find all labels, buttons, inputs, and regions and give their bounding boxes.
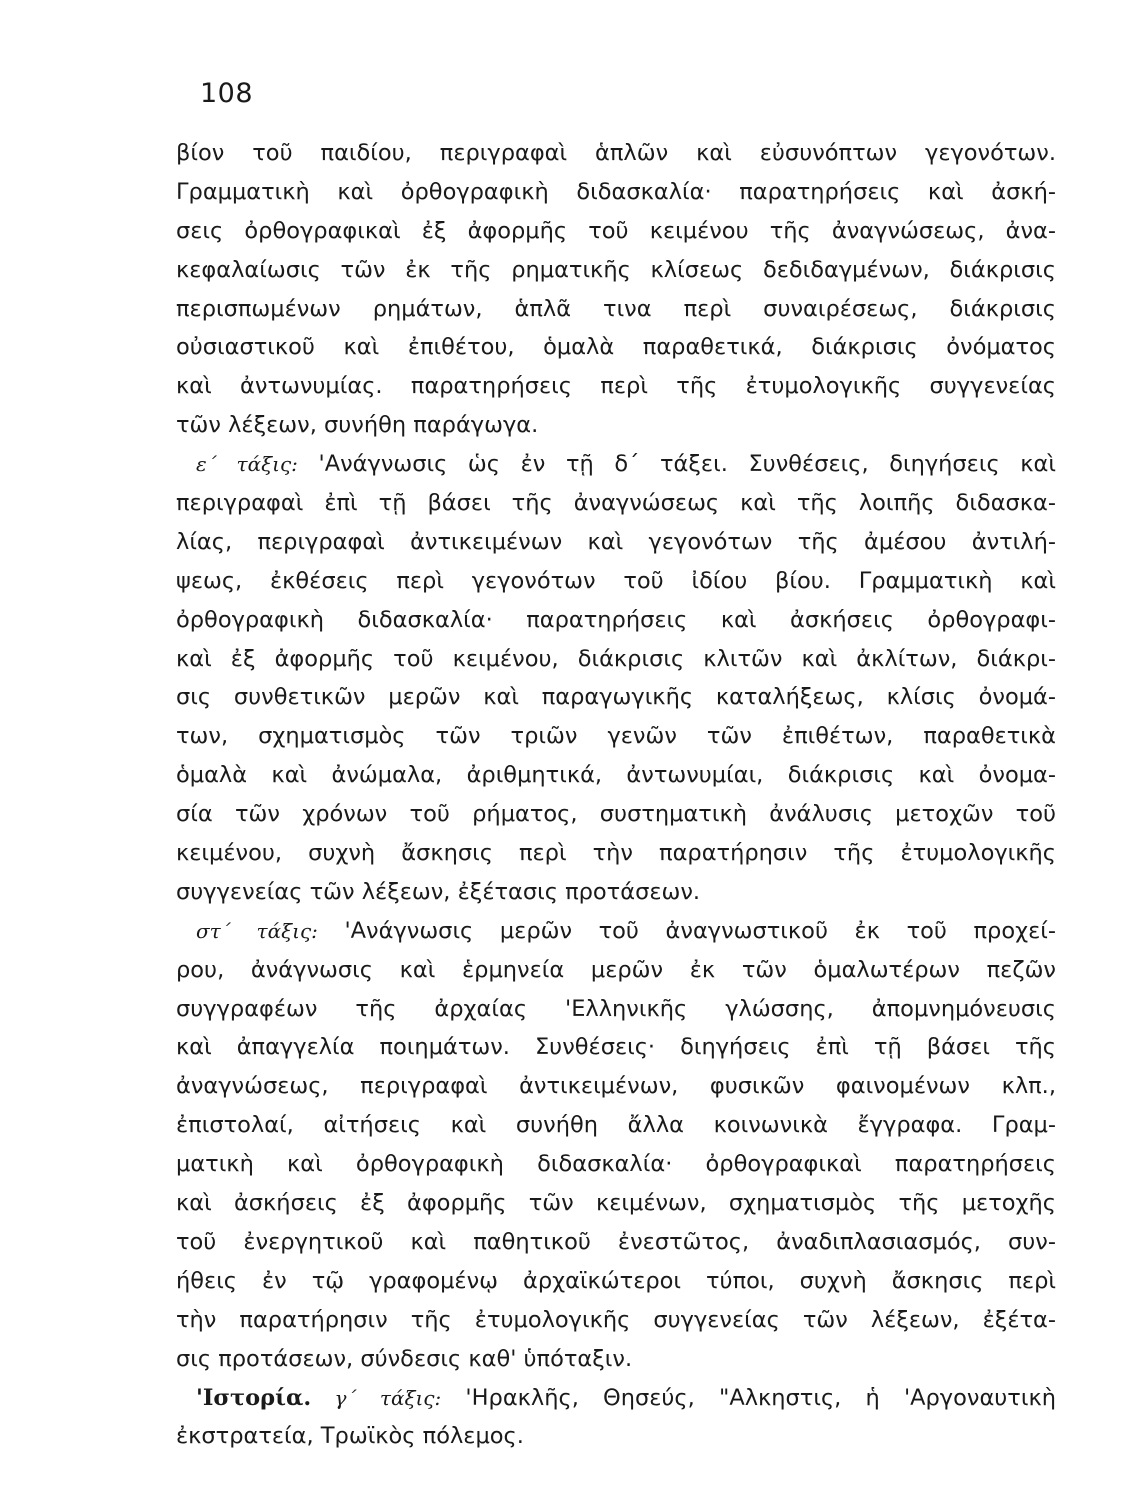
- text-line: [176, 678, 1056, 717]
- text-line: [176, 173, 1056, 212]
- line-text: ἐκστρατεία, Τρωϊκὸς πόλεμος.: [176, 1423, 524, 1450]
- line-text: λίας, περιγραφαὶ ἀντικειμένων καὶ γεγονότων τῆς ἀμέσου ἀντιλή-: [176, 528, 1056, 555]
- body-text: [176, 134, 1056, 1456]
- text-line: [176, 990, 1056, 1029]
- line-text: Γραμματικὴ καὶ ὀρθογραφικὴ διδασκαλία· παρατηρήσεις καὶ ἀσκή-: [176, 178, 1056, 205]
- line-text: τοῦ ἐνεργητικοῦ καὶ παθητικοῦ ἐνεστῶτος, ἀναδιπλασιασμός, συν-: [176, 1228, 1056, 1255]
- line-text: 'Ανάγνωσις ὡς ἐν τῇ δ΄ τάξει. Συνθέσεις, διηγήσεις καὶ: [297, 451, 1056, 478]
- text-line: [176, 1184, 1056, 1223]
- text-line: [176, 1340, 1056, 1379]
- text-line: [176, 212, 1056, 251]
- text-line: [176, 1301, 1056, 1340]
- text-line: [176, 873, 1056, 912]
- grade-label: ε΄ τάξις:: [196, 452, 298, 477]
- text-line: [176, 601, 1056, 640]
- text-line: [176, 1106, 1056, 1145]
- text-line: [176, 1028, 1056, 1067]
- line-text: τῶν λέξεων, συνήθη παράγωγα.: [176, 412, 539, 439]
- text-line: [176, 951, 1056, 990]
- page-number: 108: [200, 78, 254, 109]
- line-text: των, σχηματισμὸς τῶν τριῶν γενῶν τῶν ἐπιθέτων, παραθετικὰ: [176, 723, 1056, 750]
- line-text: κειμένου, συχνὴ ἄσκησις περὶ τὴν παρατήρησιν τῆς ἐτυμολογικῆς: [176, 840, 1056, 867]
- line-text: ἀναγνώσεως, περιγραφαὶ ἀντικειμένων, φυσικῶν φαινομένων κλπ.,: [176, 1073, 1056, 1100]
- grade-label: γ΄ τάξις:: [311, 1385, 442, 1410]
- line-text: βίον τοῦ παιδίου, περιγραφαὶ ἁπλῶν καὶ εὐσυνόπτων γεγονότων.: [176, 140, 1056, 166]
- line-text: συγγενείας τῶν λέξεων, ἐξέτασις προτάσεων.: [176, 878, 701, 905]
- text-line: [176, 717, 1056, 756]
- text-line: [176, 1145, 1056, 1184]
- text-line: [176, 834, 1056, 873]
- line-text: περιγραφαὶ ἐπὶ τῇ βάσει τῆς ἀναγνώσεως καὶ τῆς λοιπῆς διδασκα-: [176, 490, 1056, 517]
- text-line: [176, 328, 1056, 367]
- line-text: καὶ ἀπαγγελία ποιημάτων. Συνθέσεις· διηγήσεις ἐπὶ τῇ βάσει τῆς: [176, 1034, 1056, 1061]
- text-line: [176, 367, 1056, 406]
- text-line: [176, 912, 1056, 951]
- line-text: ματικὴ καὶ ὀρθογραφικὴ διδασκαλία· ὀρθογραφικαὶ παρατηρήσεις: [176, 1151, 1056, 1178]
- grade-label: στ΄ τάξις:: [196, 918, 318, 943]
- text-line: [176, 134, 1056, 173]
- line-text: ὀρθογραφικὴ διδασκαλία· παρατηρήσεις καὶ ἀσκήσεις ὀρθογραφι-: [176, 606, 1056, 633]
- text-line: [176, 795, 1056, 834]
- text-line: [176, 1223, 1056, 1262]
- line-text: σις συνθετικῶν μερῶν καὶ παραγωγικῆς καταλήξεως, κλίσις ὀνομά-: [176, 684, 1056, 711]
- text-line: [176, 523, 1056, 562]
- text-line: [176, 484, 1056, 523]
- line-text: ἐπιστολαί, αἰτήσεις καὶ συνήθη ἄλλα κοινωνικὰ ἔγγραφα. Γραμ-: [176, 1112, 1056, 1139]
- text-line: [176, 640, 1056, 679]
- line-text: ψεως, ἐκθέσεις περὶ γεγονότων τοῦ ἰδίου βίου. Γραμματικὴ καὶ: [176, 567, 1056, 594]
- line-text: κεφαλαίωσις τῶν ἐκ τῆς ρηματικῆς κλίσεως δεδιδαγμένων, διάκρισις: [176, 256, 1056, 283]
- line-text: σις προτάσεων, σύνδεσις καθ' ὑπόταξιν.: [176, 1345, 633, 1372]
- line-text: καὶ ἐξ ἀφορμῆς τοῦ κειμένου, διάκρισις κλιτῶν καὶ ἀκλίτων, διάκρι-: [176, 645, 1056, 672]
- line-text: 'Ηρακλῆς, Θησεύς, "Αλκηστις, ἡ 'Αργοναυτικὴ: [441, 1384, 1056, 1411]
- line-text: ρου, ἀνάγνωσις καὶ ἑρμηνεία μερῶν ἐκ τῶν ὁμαλωτέρων πεζῶν: [176, 956, 1056, 983]
- text-line: [176, 1262, 1056, 1301]
- text-line: [176, 406, 1056, 445]
- text-line: [176, 562, 1056, 601]
- line-text: καὶ ἀντωνυμίας. παρατηρήσεις περὶ τῆς ἐτυμολογικῆς συγγενείας: [176, 373, 1056, 400]
- line-text: καὶ ἀσκήσεις ἐξ ἀφορμῆς τῶν κειμένων, σχηματισμὸς τῆς μετοχῆς: [176, 1190, 1056, 1217]
- line-text: τὴν παρατήρησιν τῆς ἐτυμολογικῆς συγγενείας τῶν λέξεων, ἐξέτα-: [176, 1306, 1056, 1333]
- line-text: σία τῶν χρόνων τοῦ ρήματος, συστηματικὴ ἀνάλυσις μετοχῶν τοῦ: [176, 801, 1056, 828]
- line-text: ὁμαλὰ καὶ ἀνώμαλα, ἀριθμητικά, ἀντωνυμίαι, διάκρισις καὶ ὀνομα-: [176, 762, 1056, 789]
- text-line: [176, 1379, 1056, 1418]
- text-line: [176, 756, 1056, 795]
- text-line: [176, 445, 1056, 484]
- text-line: [176, 1417, 1056, 1456]
- line-text: 'Ανάγνωσις μερῶν τοῦ ἀναγνωστικοῦ ἐκ τοῦ προχεί-: [317, 917, 1056, 944]
- text-line: [176, 1067, 1056, 1106]
- line-text: οὐσιαστικοῦ καὶ ἐπιθέτου, ὁμαλὰ παραθετικά, διάκρισις ὀνόματος: [176, 334, 1056, 361]
- section-heading: 'Ιστορία.: [196, 1384, 312, 1411]
- line-text: σεις ὀρθογραφικαὶ ἐξ ἀφορμῆς τοῦ κειμένου τῆς ἀναγνώσεως, ἀνα-: [176, 217, 1056, 244]
- line-text: συγγραφέων τῆς ἀρχαίας 'Ελληνικῆς γλώσσης, ἀπομνημόνευσις: [176, 995, 1056, 1022]
- line-text: περισπωμένων ρημάτων, ἁπλᾶ τινα περὶ συναιρέσεως, διάκρισις: [176, 295, 1056, 322]
- line-text: ήθεις ἐν τῷ γραφομένῳ ἀρχαϊκώτεροι τύποι, συχνὴ ἄσκησις περὶ: [176, 1267, 1056, 1294]
- text-line: [176, 290, 1056, 329]
- text-line: [176, 251, 1056, 290]
